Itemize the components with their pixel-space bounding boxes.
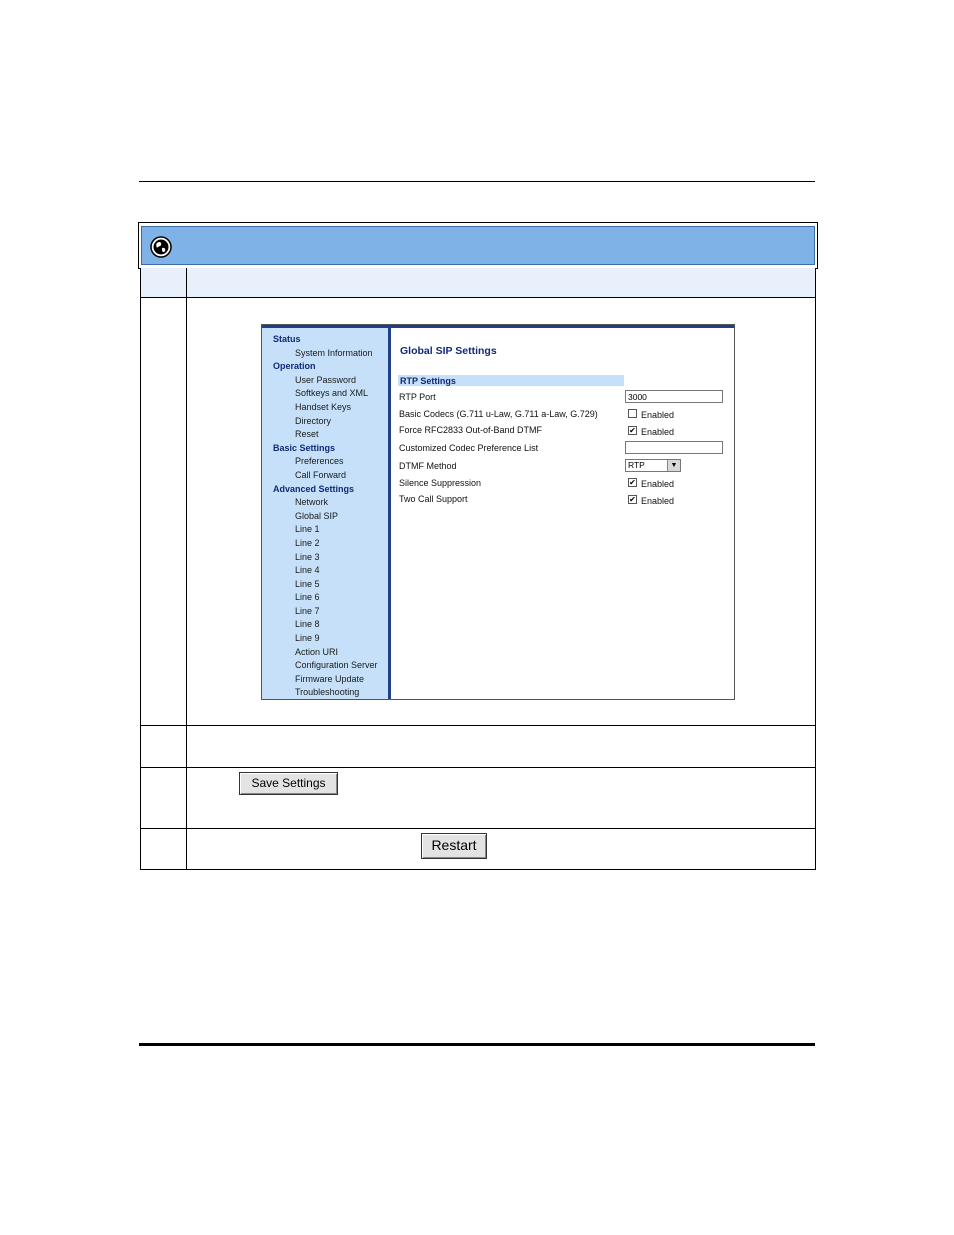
nav-section-heading[interactable]: Operation [273,361,316,372]
column-header-row [140,268,816,298]
dtmf-method-value: RTP [628,460,645,470]
nav-item-line-5[interactable]: Line 5 [295,578,320,589]
nav-item-reset[interactable]: Reset [295,429,319,440]
chevron-down-icon[interactable]: ▼ [667,460,680,471]
nav-item-call-forward[interactable]: Call Forward [295,469,347,480]
step-column [141,268,187,297]
procedure-header [138,222,818,269]
section-label: RTP Settings [400,376,456,386]
nav-item-softkeys-and-xml[interactable]: Softkeys and XML [295,388,369,399]
step-column [141,829,187,869]
nav-item-firmware-update[interactable]: Firmware Update [295,673,365,684]
dtmf-method-select[interactable] [625,459,681,472]
nav-item-line-2[interactable]: Line 2 [295,537,320,548]
restart-button[interactable]: Restart [421,833,487,859]
nav-item-line-8[interactable]: Line 8 [295,619,320,630]
two-call-support-checkbox[interactable]: ✔ [629,495,636,504]
step-row [140,726,816,768]
basic-codecs-checkbox[interactable] [628,409,637,418]
nav-item-line-3[interactable]: Line 3 [295,551,320,562]
web-ui-screenshot [261,324,735,700]
rtp-port-input[interactable]: 3000 [625,390,723,403]
nav-item-network[interactable]: Network [295,497,329,508]
nav-item-user-password[interactable]: User Password [295,374,357,385]
codec-pref-list-input[interactable] [625,441,723,454]
force-rfc2833-label: Force RFC2833 Out-of-Band DTMF [399,425,543,435]
nav-section-heading[interactable]: Advanced Settings [273,483,355,494]
nav-item-system-information[interactable]: System Information [295,347,373,358]
nav-item-global-sip[interactable]: Global SIP [295,510,339,521]
rtp-port-label: RTP Port [399,392,436,402]
save-settings-button[interactable]: Save Settings [239,772,338,795]
settings-panel [391,328,734,699]
nav-item-preferences[interactable]: Preferences [295,456,344,467]
force-rfc2833-checkbox[interactable]: ✔ [629,426,636,435]
two-call-support-enabled-label: Enabled [641,496,675,506]
nav-section-heading[interactable]: Basic Settings [273,442,336,453]
nav-item-action-uri[interactable]: Action URI [295,646,339,657]
nav-item-handset-keys[interactable]: Handset Keys [295,401,352,412]
silence-suppression-label: Silence Suppression [399,478,482,488]
nav-item-line-7[interactable]: Line 7 [295,605,320,616]
step-column [141,298,187,725]
bottom-rule [139,1043,815,1046]
nav-item-line-9[interactable]: Line 9 [295,633,320,644]
basic-codecs-label: Basic Codecs (G.711 u-Law, G.711 a-Law, G.729) [399,409,598,419]
nav-item-line-1[interactable]: Line 1 [295,524,320,535]
nav-item-configuration-server[interactable]: Configuration Server [295,660,378,671]
two-call-support-label: Two Call Support [399,494,468,504]
nav-item-line-6[interactable]: Line 6 [295,592,320,603]
globe-icon [150,236,172,258]
dtmf-method-label: DTMF Method [399,461,457,471]
step-column [141,768,187,828]
silence-suppression-checkbox[interactable]: ✔ [629,478,636,487]
silence-suppression-enabled-label: Enabled [641,479,675,489]
nav-item-troubleshooting[interactable]: Troubleshooting [295,687,360,698]
page-title: Global SIP Settings [400,345,497,357]
nav-item-directory[interactable]: Directory [295,415,332,426]
step-column [141,726,187,767]
navigation-sidebar [262,328,391,699]
top-rule [139,181,815,182]
nav-section-heading[interactable]: Status [273,334,301,344]
nav-item-line-4[interactable]: Line 4 [295,565,320,576]
procedure-header-band [141,226,815,265]
basic-codecs-enabled-label: Enabled [641,410,675,420]
navigation-list [273,333,378,700]
force-rfc2833-enabled-label: Enabled [641,427,675,437]
codec-pref-list-label: Customized Codec Preference List [399,443,539,453]
